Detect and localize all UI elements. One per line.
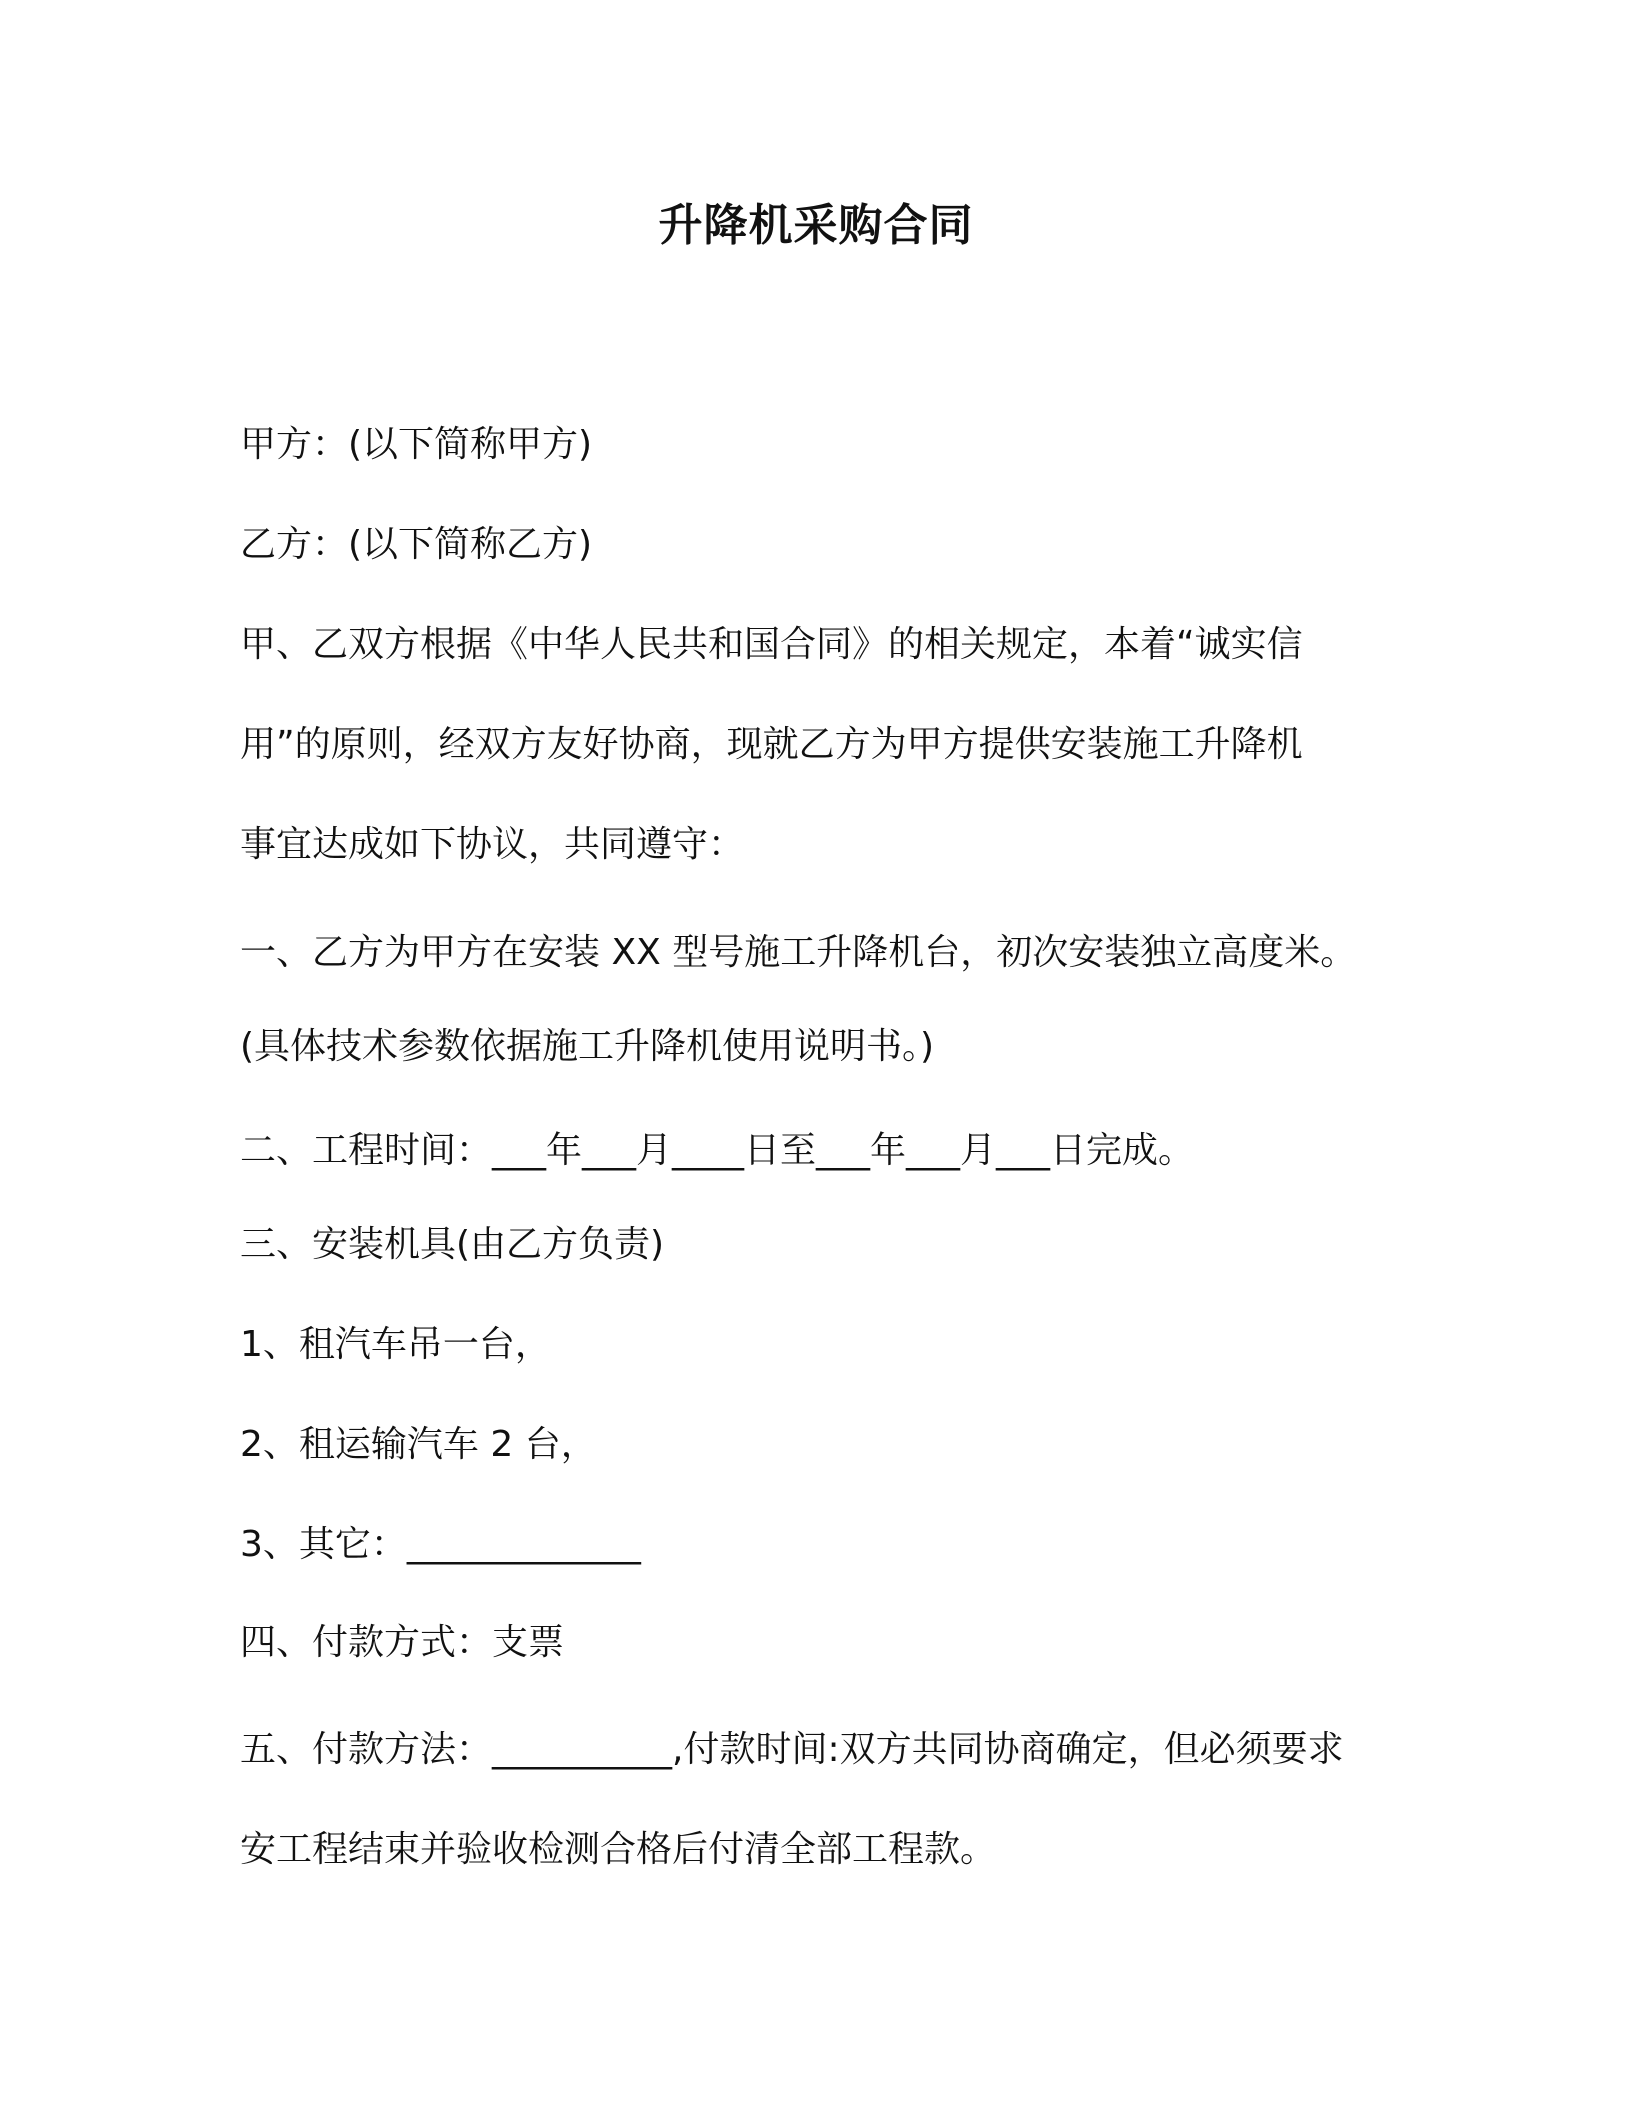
clause-3-item-2: 2、租运输汽车 2 台， [240, 1424, 597, 1465]
party-a-line: 甲方：(以下简称甲方) [240, 424, 593, 465]
clause-1-line-1: 一、乙方为甲方在安装 XX 型号施工升降机台，初次安装独立高度米。 [240, 932, 1357, 973]
clause-1-line-2: (具体技术参数依据施工升降机使用说明书。) [240, 1026, 935, 1067]
clause-5-line-1: 五、付款方法：__________,付款时间:双方共同协商确定，但必须要求 [240, 1729, 1344, 1770]
clause-4-line: 四、付款方式：支票 [240, 1622, 565, 1663]
document-title: 升降机采购合同 [658, 200, 974, 251]
clause-3-item-3: 3、其它：_____________ [240, 1524, 641, 1565]
preamble-line-3: 事宜达成如下协议，共同遵守： [240, 824, 745, 865]
party-b-line: 乙方：(以下简称乙方) [240, 524, 593, 565]
preamble-line-2: 用”的原则，经双方友好协商，现就乙方为甲方提供安装施工升降机 [240, 724, 1303, 765]
clause-3-line: 三、安装机具(由乙方负责) [240, 1224, 665, 1265]
preamble-line-1: 甲、乙双方根据《中华人民共和国合同》的相关规定，本着“诚实信 [240, 624, 1303, 665]
clause-5-line-2: 安工程结束并验收检测合格后付清全部工程款。 [240, 1829, 997, 1870]
clause-2-line: 二、工程时间：___年___月____日至___年___月___日完成。 [240, 1130, 1195, 1171]
clause-3-item-1: 1、租汽车吊一台， [240, 1324, 551, 1365]
